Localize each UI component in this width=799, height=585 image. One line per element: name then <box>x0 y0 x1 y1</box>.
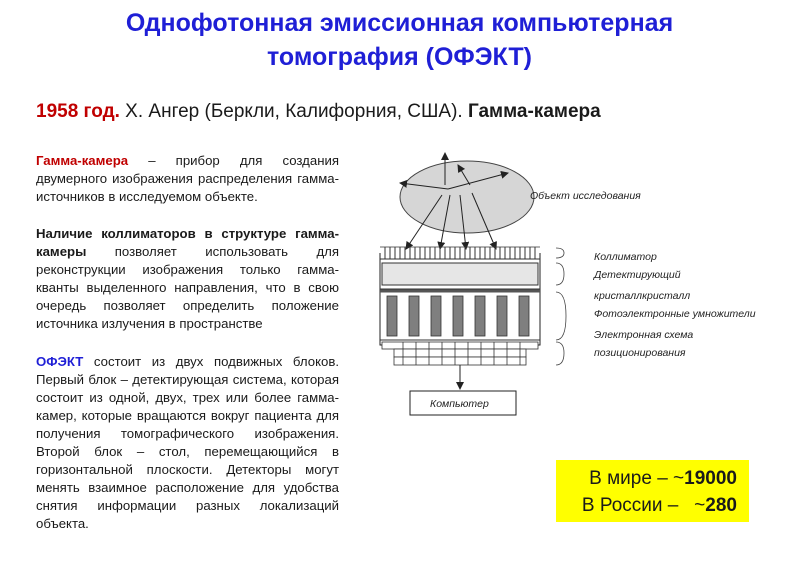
label-electronics-line-2: позиционирования <box>594 347 686 359</box>
positioning-electronics <box>382 342 538 365</box>
stats-box <box>556 460 749 522</box>
term-gamma-camera: Гамма-камера <box>36 153 129 168</box>
subtitle-device: Гамма-камера <box>467 101 601 122</box>
title-line-2: томография (ОФЭКТ) <box>266 43 533 71</box>
text-gamma-camera: – прибор для создания двумерного изображения распределения гамма-источников в исследуемом объекте. <box>36 153 339 204</box>
label-computer: Компьютер <box>430 398 489 410</box>
paragraph-spect <box>36 353 339 533</box>
paragraph-collimators <box>36 225 339 333</box>
text-spect: состоит из двух подвижных блоков. Первый блок – детектирующая система, которая состоит из одной, двух, трех или более гамма-камер, которые вращаются вокруг пациента для получения томографического изображения. Второй блок – стол, перемещающийся в горизонтальной плоскости. Детекторы могут менять взаимное расположение для удобства снятия информации разных локализаций объекта. <box>36 354 339 531</box>
term-spect: ОФЭКТ <box>36 354 84 369</box>
stats-russia-label: В России – ~ <box>581 495 706 516</box>
gamma-camera-diagram <box>360 145 780 430</box>
title-line-1: Однофотонная эмиссионная компьютерная <box>125 9 674 37</box>
label-collimator: Коллиматор <box>594 251 657 263</box>
detector-crystal <box>382 263 538 285</box>
paragraph-gamma-camera <box>36 152 339 206</box>
collimator <box>380 247 540 259</box>
subtitle <box>36 101 601 123</box>
subtitle-year: 1958 год. <box>36 101 120 122</box>
label-crystal-line-1: Детектирующий <box>594 269 681 281</box>
slide-title <box>0 6 799 74</box>
label-braces <box>556 248 566 365</box>
label-electronics-line-1: Электронная схема <box>594 329 694 341</box>
label-pmt: Фотоэлектронные умножители <box>594 308 756 320</box>
stats-russia <box>556 492 737 519</box>
label-crystal-line-2: кристаллкристалл <box>594 290 691 302</box>
stats-world-label: В мире – ~ <box>589 468 685 489</box>
stats-russia-value: 280 <box>705 495 737 516</box>
subtitle-author: Х. Ангер (Беркли, Калифорния, США). <box>119 101 468 122</box>
stats-world <box>556 465 737 492</box>
stats-world-value: 19000 <box>684 468 737 489</box>
object-ellipse <box>400 161 534 233</box>
term-collimators: Наличие коллиматоров в структуре гамма-камеры <box>36 226 339 259</box>
text-collimators: позволяет использовать для реконструкции изображения только гамма-кванты выделенного направления, что в свою очередь позволяет определить положение источника излучения в пространстве <box>36 244 339 331</box>
photomultipliers <box>387 296 529 336</box>
label-object: Объект исследования <box>530 190 641 202</box>
